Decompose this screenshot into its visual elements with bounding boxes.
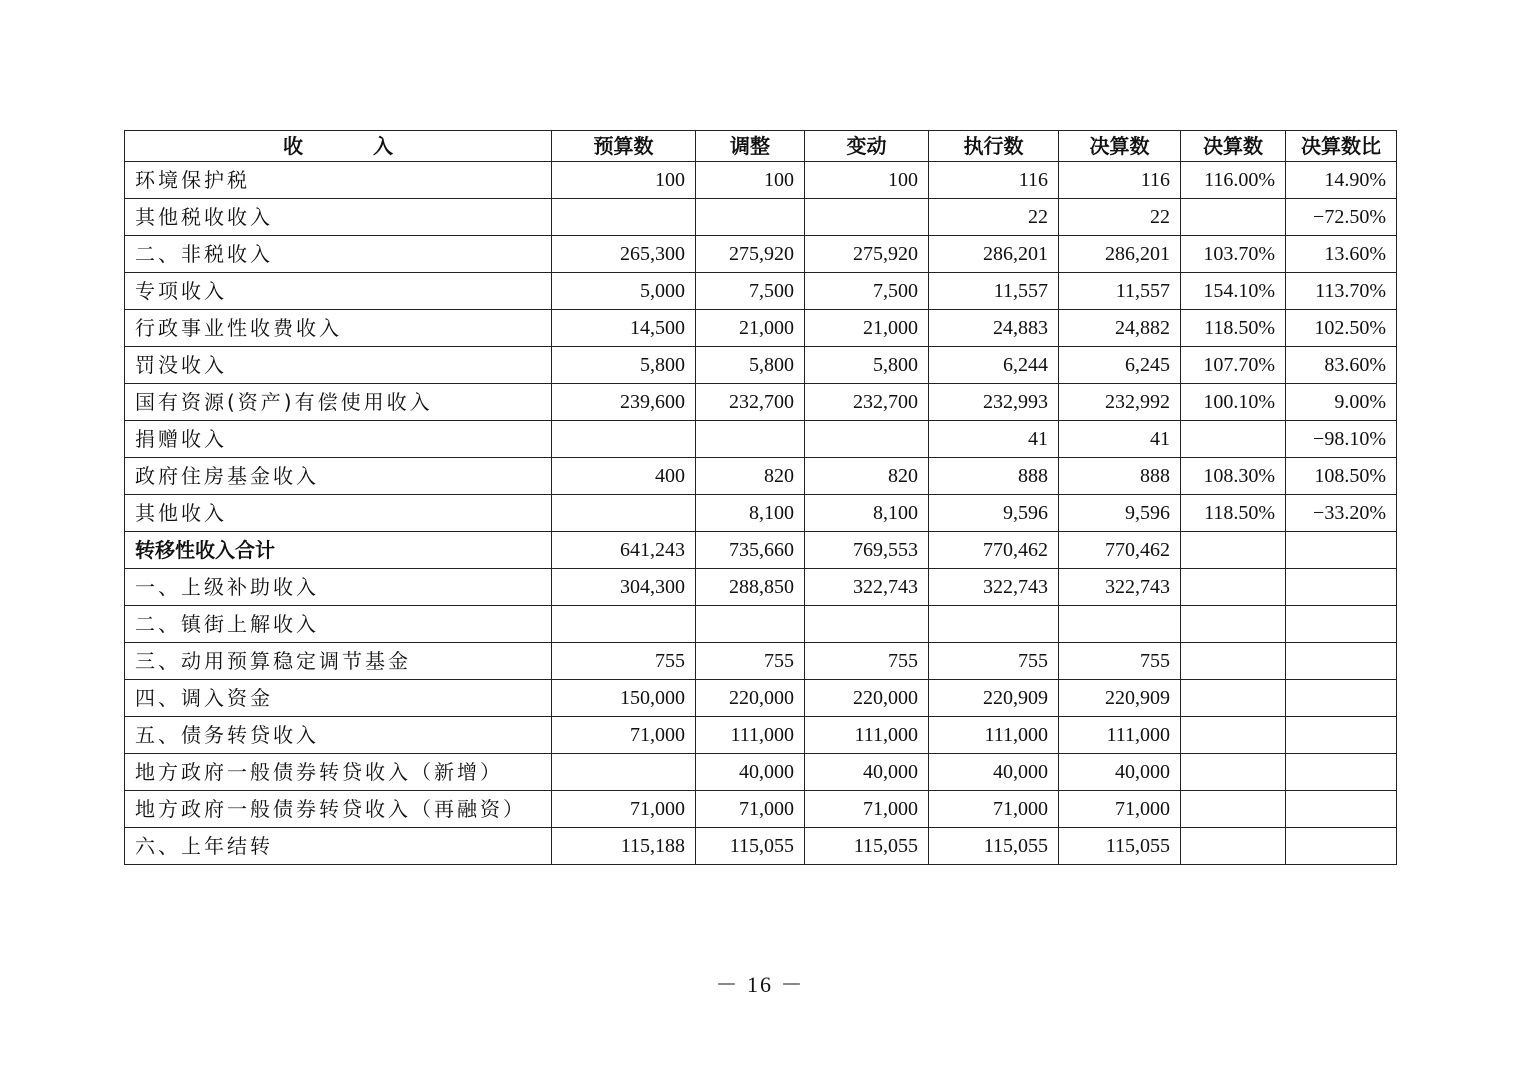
- table-row: [125, 606, 1397, 643]
- cell-budget: 100: [552, 162, 696, 199]
- cell-compare: 108.50%: [1286, 458, 1397, 495]
- table-row: [125, 384, 1397, 421]
- cell-budget: 641,243: [552, 532, 696, 569]
- row-label: 二、镇街上解收入: [125, 606, 552, 643]
- cell-final: 755: [1059, 643, 1181, 680]
- cell-ratio: 154.10%: [1181, 273, 1286, 310]
- cell-ratio: [1181, 532, 1286, 569]
- cell-change: 21,000: [805, 310, 929, 347]
- cell-execution: 770,462: [929, 532, 1059, 569]
- cell-adjust: 115,055: [696, 828, 805, 865]
- header-final: 决算数: [1059, 131, 1181, 162]
- header-row: [125, 131, 1397, 162]
- cell-execution: 24,883: [929, 310, 1059, 347]
- cell-final: 888: [1059, 458, 1181, 495]
- cell-adjust: 21,000: [696, 310, 805, 347]
- cell-adjust: 288,850: [696, 569, 805, 606]
- cell-adjust: 220,000: [696, 680, 805, 717]
- cell-final: 41: [1059, 421, 1181, 458]
- cell-ratio: 107.70%: [1181, 347, 1286, 384]
- cell-ratio: 100.10%: [1181, 384, 1286, 421]
- cell-ratio: [1181, 606, 1286, 643]
- cell-ratio: [1181, 754, 1286, 791]
- table-row: [125, 199, 1397, 236]
- table-row: [125, 421, 1397, 458]
- income-table: [124, 130, 1397, 865]
- cell-adjust: 735,660: [696, 532, 805, 569]
- table-row: [125, 236, 1397, 273]
- table-row: [125, 828, 1397, 865]
- cell-adjust: 8,100: [696, 495, 805, 532]
- row-label: 政府住房基金收入: [125, 458, 552, 495]
- cell-change: 115,055: [805, 828, 929, 865]
- row-label: 一、上级补助收入: [125, 569, 552, 606]
- cell-adjust: 820: [696, 458, 805, 495]
- row-label: 二、非税收入: [125, 236, 552, 273]
- cell-compare: 13.60%: [1286, 236, 1397, 273]
- cell-ratio: [1181, 680, 1286, 717]
- row-label: 四、调入资金: [125, 680, 552, 717]
- cell-execution: 9,596: [929, 495, 1059, 532]
- cell-compare: [1286, 643, 1397, 680]
- cell-compare: [1286, 569, 1397, 606]
- row-label: 地方政府一般债券转贷收入（新增）: [125, 754, 552, 791]
- cell-budget: [552, 754, 696, 791]
- cell-budget: [552, 495, 696, 532]
- cell-execution: 286,201: [929, 236, 1059, 273]
- cell-final: 111,000: [1059, 717, 1181, 754]
- cell-ratio: 116.00%: [1181, 162, 1286, 199]
- cell-adjust: 7,500: [696, 273, 805, 310]
- cell-ratio: [1181, 828, 1286, 865]
- cell-compare: [1286, 791, 1397, 828]
- cell-compare: [1286, 754, 1397, 791]
- cell-change: 40,000: [805, 754, 929, 791]
- cell-compare: 83.60%: [1286, 347, 1397, 384]
- cell-budget: 5,800: [552, 347, 696, 384]
- row-label: 其他收入: [125, 495, 552, 532]
- cell-execution: 11,557: [929, 273, 1059, 310]
- cell-execution: [929, 606, 1059, 643]
- table-row: [125, 347, 1397, 384]
- cell-execution: 755: [929, 643, 1059, 680]
- cell-final: 6,245: [1059, 347, 1181, 384]
- cell-change: [805, 421, 929, 458]
- cell-compare: [1286, 717, 1397, 754]
- table-row: [125, 162, 1397, 199]
- cell-execution: 40,000: [929, 754, 1059, 791]
- cell-budget: 71,000: [552, 717, 696, 754]
- cell-budget: 239,600: [552, 384, 696, 421]
- cell-budget: [552, 199, 696, 236]
- cell-execution: 322,743: [929, 569, 1059, 606]
- cell-execution: 115,055: [929, 828, 1059, 865]
- table-row: [125, 569, 1397, 606]
- table-header: [125, 131, 1397, 162]
- cell-final: 11,557: [1059, 273, 1181, 310]
- cell-final: 232,992: [1059, 384, 1181, 421]
- cell-compare: [1286, 532, 1397, 569]
- cell-final: [1059, 606, 1181, 643]
- cell-budget: 14,500: [552, 310, 696, 347]
- cell-compare: [1286, 680, 1397, 717]
- table-row: [125, 495, 1397, 532]
- cell-ratio: 118.50%: [1181, 495, 1286, 532]
- cell-change: 100: [805, 162, 929, 199]
- cell-budget: 304,300: [552, 569, 696, 606]
- cell-compare: [1286, 606, 1397, 643]
- cell-compare: −98.10%: [1286, 421, 1397, 458]
- row-label: 五、债务转贷收入: [125, 717, 552, 754]
- cell-compare: −72.50%: [1286, 199, 1397, 236]
- cell-change: 220,000: [805, 680, 929, 717]
- cell-final: 116: [1059, 162, 1181, 199]
- cell-final: 286,201: [1059, 236, 1181, 273]
- cell-budget: 5,000: [552, 273, 696, 310]
- header-change: 变动: [805, 131, 929, 162]
- table-row: [125, 532, 1397, 569]
- table-row: [125, 680, 1397, 717]
- cell-change: 275,920: [805, 236, 929, 273]
- cell-final: 22: [1059, 199, 1181, 236]
- cell-budget: 265,300: [552, 236, 696, 273]
- cell-ratio: 118.50%: [1181, 310, 1286, 347]
- cell-final: 24,882: [1059, 310, 1181, 347]
- header-income-part1: 收: [283, 134, 303, 158]
- cell-adjust: 100: [696, 162, 805, 199]
- cell-compare: 113.70%: [1286, 273, 1397, 310]
- cell-change: 322,743: [805, 569, 929, 606]
- header-adjust: 调整: [696, 131, 805, 162]
- cell-execution: 888: [929, 458, 1059, 495]
- table-body: [125, 162, 1397, 865]
- cell-budget: 400: [552, 458, 696, 495]
- cell-execution: 116: [929, 162, 1059, 199]
- cell-adjust: 275,920: [696, 236, 805, 273]
- cell-adjust: 5,800: [696, 347, 805, 384]
- cell-budget: 71,000: [552, 791, 696, 828]
- cell-adjust: [696, 421, 805, 458]
- cell-ratio: [1181, 421, 1286, 458]
- cell-adjust: [696, 199, 805, 236]
- header-final-ratio: 决算数: [1181, 131, 1286, 162]
- cell-change: 7,500: [805, 273, 929, 310]
- header-execution: 执行数: [929, 131, 1059, 162]
- header-income-part2: 入: [373, 134, 393, 158]
- row-label: 罚没收入: [125, 347, 552, 384]
- cell-execution: 111,000: [929, 717, 1059, 754]
- cell-execution: 232,993: [929, 384, 1059, 421]
- cell-compare: −33.20%: [1286, 495, 1397, 532]
- cell-adjust: 232,700: [696, 384, 805, 421]
- cell-change: [805, 606, 929, 643]
- cell-final: 9,596: [1059, 495, 1181, 532]
- cell-final: 71,000: [1059, 791, 1181, 828]
- cell-budget: 150,000: [552, 680, 696, 717]
- row-label: 转移性收入合计: [125, 532, 552, 569]
- cell-ratio: [1181, 199, 1286, 236]
- cell-final: 220,909: [1059, 680, 1181, 717]
- cell-adjust: 755: [696, 643, 805, 680]
- cell-adjust: [696, 606, 805, 643]
- cell-change: 232,700: [805, 384, 929, 421]
- row-label: 地方政府一般债券转贷收入（再融资）: [125, 791, 552, 828]
- row-label: 行政事业性收费收入: [125, 310, 552, 347]
- cell-adjust: 111,000: [696, 717, 805, 754]
- cell-execution: 6,244: [929, 347, 1059, 384]
- cell-final: 40,000: [1059, 754, 1181, 791]
- row-label: 环境保护税: [125, 162, 552, 199]
- cell-budget: [552, 606, 696, 643]
- row-label: 国有资源(资产)有偿使用收入: [125, 384, 552, 421]
- cell-change: 755: [805, 643, 929, 680]
- cell-compare: 14.90%: [1286, 162, 1397, 199]
- table-row: [125, 717, 1397, 754]
- cell-ratio: [1181, 569, 1286, 606]
- cell-execution: 220,909: [929, 680, 1059, 717]
- cell-budget: [552, 421, 696, 458]
- cell-compare: [1286, 828, 1397, 865]
- cell-compare: 102.50%: [1286, 310, 1397, 347]
- cell-ratio: 103.70%: [1181, 236, 1286, 273]
- cell-ratio: [1181, 643, 1286, 680]
- cell-change: 71,000: [805, 791, 929, 828]
- table-row: [125, 310, 1397, 347]
- cell-final: 770,462: [1059, 532, 1181, 569]
- page-number: － 16 －: [715, 972, 805, 997]
- cell-change: 5,800: [805, 347, 929, 384]
- cell-adjust: 40,000: [696, 754, 805, 791]
- row-label: 捐赠收入: [125, 421, 552, 458]
- row-label: 其他税收收入: [125, 199, 552, 236]
- cell-adjust: 71,000: [696, 791, 805, 828]
- table-row: [125, 643, 1397, 680]
- cell-change: [805, 199, 929, 236]
- header-final-compare: 决算数比: [1286, 131, 1397, 162]
- cell-budget: 115,188: [552, 828, 696, 865]
- header-budget: 预算数: [552, 131, 696, 162]
- cell-change: 111,000: [805, 717, 929, 754]
- row-label: 六、上年结转: [125, 828, 552, 865]
- cell-final: 322,743: [1059, 569, 1181, 606]
- table-row: [125, 458, 1397, 495]
- table-row: [125, 273, 1397, 310]
- cell-execution: 71,000: [929, 791, 1059, 828]
- row-label: 专项收入: [125, 273, 552, 310]
- cell-change: 8,100: [805, 495, 929, 532]
- cell-compare: 9.00%: [1286, 384, 1397, 421]
- table-row: [125, 754, 1397, 791]
- row-label: 三、动用预算稳定调节基金: [125, 643, 552, 680]
- cell-ratio: 108.30%: [1181, 458, 1286, 495]
- header-income: [125, 131, 552, 162]
- cell-budget: 755: [552, 643, 696, 680]
- cell-change: 820: [805, 458, 929, 495]
- cell-ratio: [1181, 791, 1286, 828]
- cell-execution: 22: [929, 199, 1059, 236]
- table-row: [125, 791, 1397, 828]
- cell-execution: 41: [929, 421, 1059, 458]
- cell-final: 115,055: [1059, 828, 1181, 865]
- cell-ratio: [1181, 717, 1286, 754]
- cell-change: 769,553: [805, 532, 929, 569]
